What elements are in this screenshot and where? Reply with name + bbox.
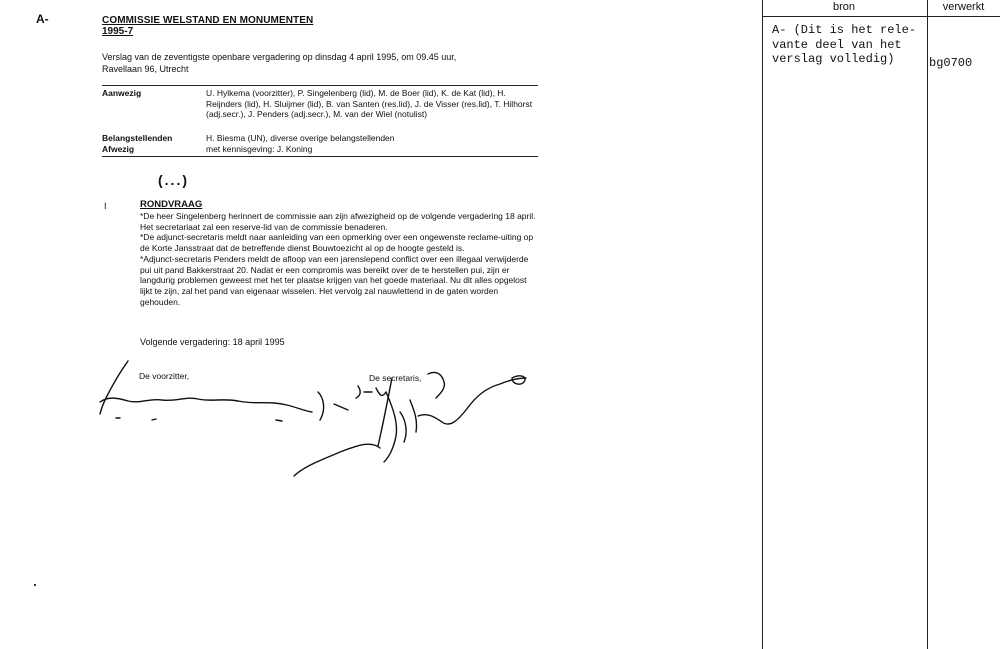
header-verwerkt: verwerkt: [942, 1, 985, 13]
next-meeting: Volgende vergadering: 18 april 1995: [140, 337, 285, 347]
present-value: U. Hylkema (voorzitter), P. Singelenberg (lid), M. de Boer (lid), K. de Kat (lid), H. Reijnders (lid), H. Sluijmer (lid), B. van Santen (res.lid), J. de Visser (res.lid), T. Hilhorst (adj.secr.), J. Penders (adj.secr.), M. van der Wiel (notulist): [206, 88, 533, 119]
present-label: Aanwezig: [102, 88, 142, 98]
scan-speck: [34, 584, 36, 586]
omission-ellipsis: (...): [158, 172, 189, 188]
section-heading: RONDVRAAG: [140, 199, 203, 210]
secretary-label: De secretaris,: [369, 373, 422, 383]
intro-line-2: Ravellaan 96, Utrecht: [102, 64, 189, 74]
absent-value: met kennisgeving: J. Koning: [206, 144, 313, 154]
document-title: COMMISSIE WELSTAND EN MONUMENTEN: [102, 15, 314, 26]
document-marker: A-: [36, 12, 49, 26]
intro-line-1: Verslag van de zeventigste openbare vergadering op dinsdag 4 april 1995, om 09.45 uur,: [102, 52, 457, 62]
stakeholders-label: Belangstellenden: [102, 133, 173, 143]
document-number: 1995-7: [102, 26, 134, 37]
annotation-panel: [762, 0, 1000, 649]
secretary-signature: [294, 372, 526, 476]
panel-header-rule: [762, 16, 1000, 17]
paragraph-1: *De heer Singelenberg herinnert de commissie aan zijn afwezigheid op de volgende vergadering 18 april. Het secretariaat zal een reserve-lid van de commissie benaderen.: [140, 211, 536, 232]
paragraph-2: *De adjunct-secretaris meldt naar aanleiding van een opmerking over een ongewenste reclame-uiting op de Korte Jansstraat dat de betreffende dienst Bouwtoezicht al op de hoogte gesteld is.: [140, 232, 534, 254]
header-bron: bron: [832, 1, 856, 13]
verwerkt-code: bg0700: [929, 56, 973, 70]
paragraph-3: *Adjunct-secretaris Penders meldt de afloop van een jarenslepend conflict over een illegaal verwijderde pui uit pand Bakkerstraat 20. Nadat er een compromis was bereikt over de te herstellen pui, zijn er langdurig problemen geweest met het ter plaatse krijgen van het goede materiaal. Nu dit alles opgelost lijkt te zijn, zal het pand van eigenaar wisselen. Het vervolg zal nauwlettend in de gaten worden gehouden.: [140, 253, 529, 307]
panel-column-divider: [927, 0, 928, 649]
stakeholders-value: H. Biesma (UN), diverse overige belangstellenden: [206, 133, 395, 143]
panel-left-border: [762, 0, 763, 649]
bron-note: A- (Dit is het rele- vante deel van het verslag volledig): [772, 23, 917, 66]
chair-label: De voorzitter,: [139, 371, 190, 381]
section-number: I: [104, 201, 107, 211]
chair-signature: [100, 361, 324, 421]
absent-label: Afwezig: [102, 144, 135, 154]
